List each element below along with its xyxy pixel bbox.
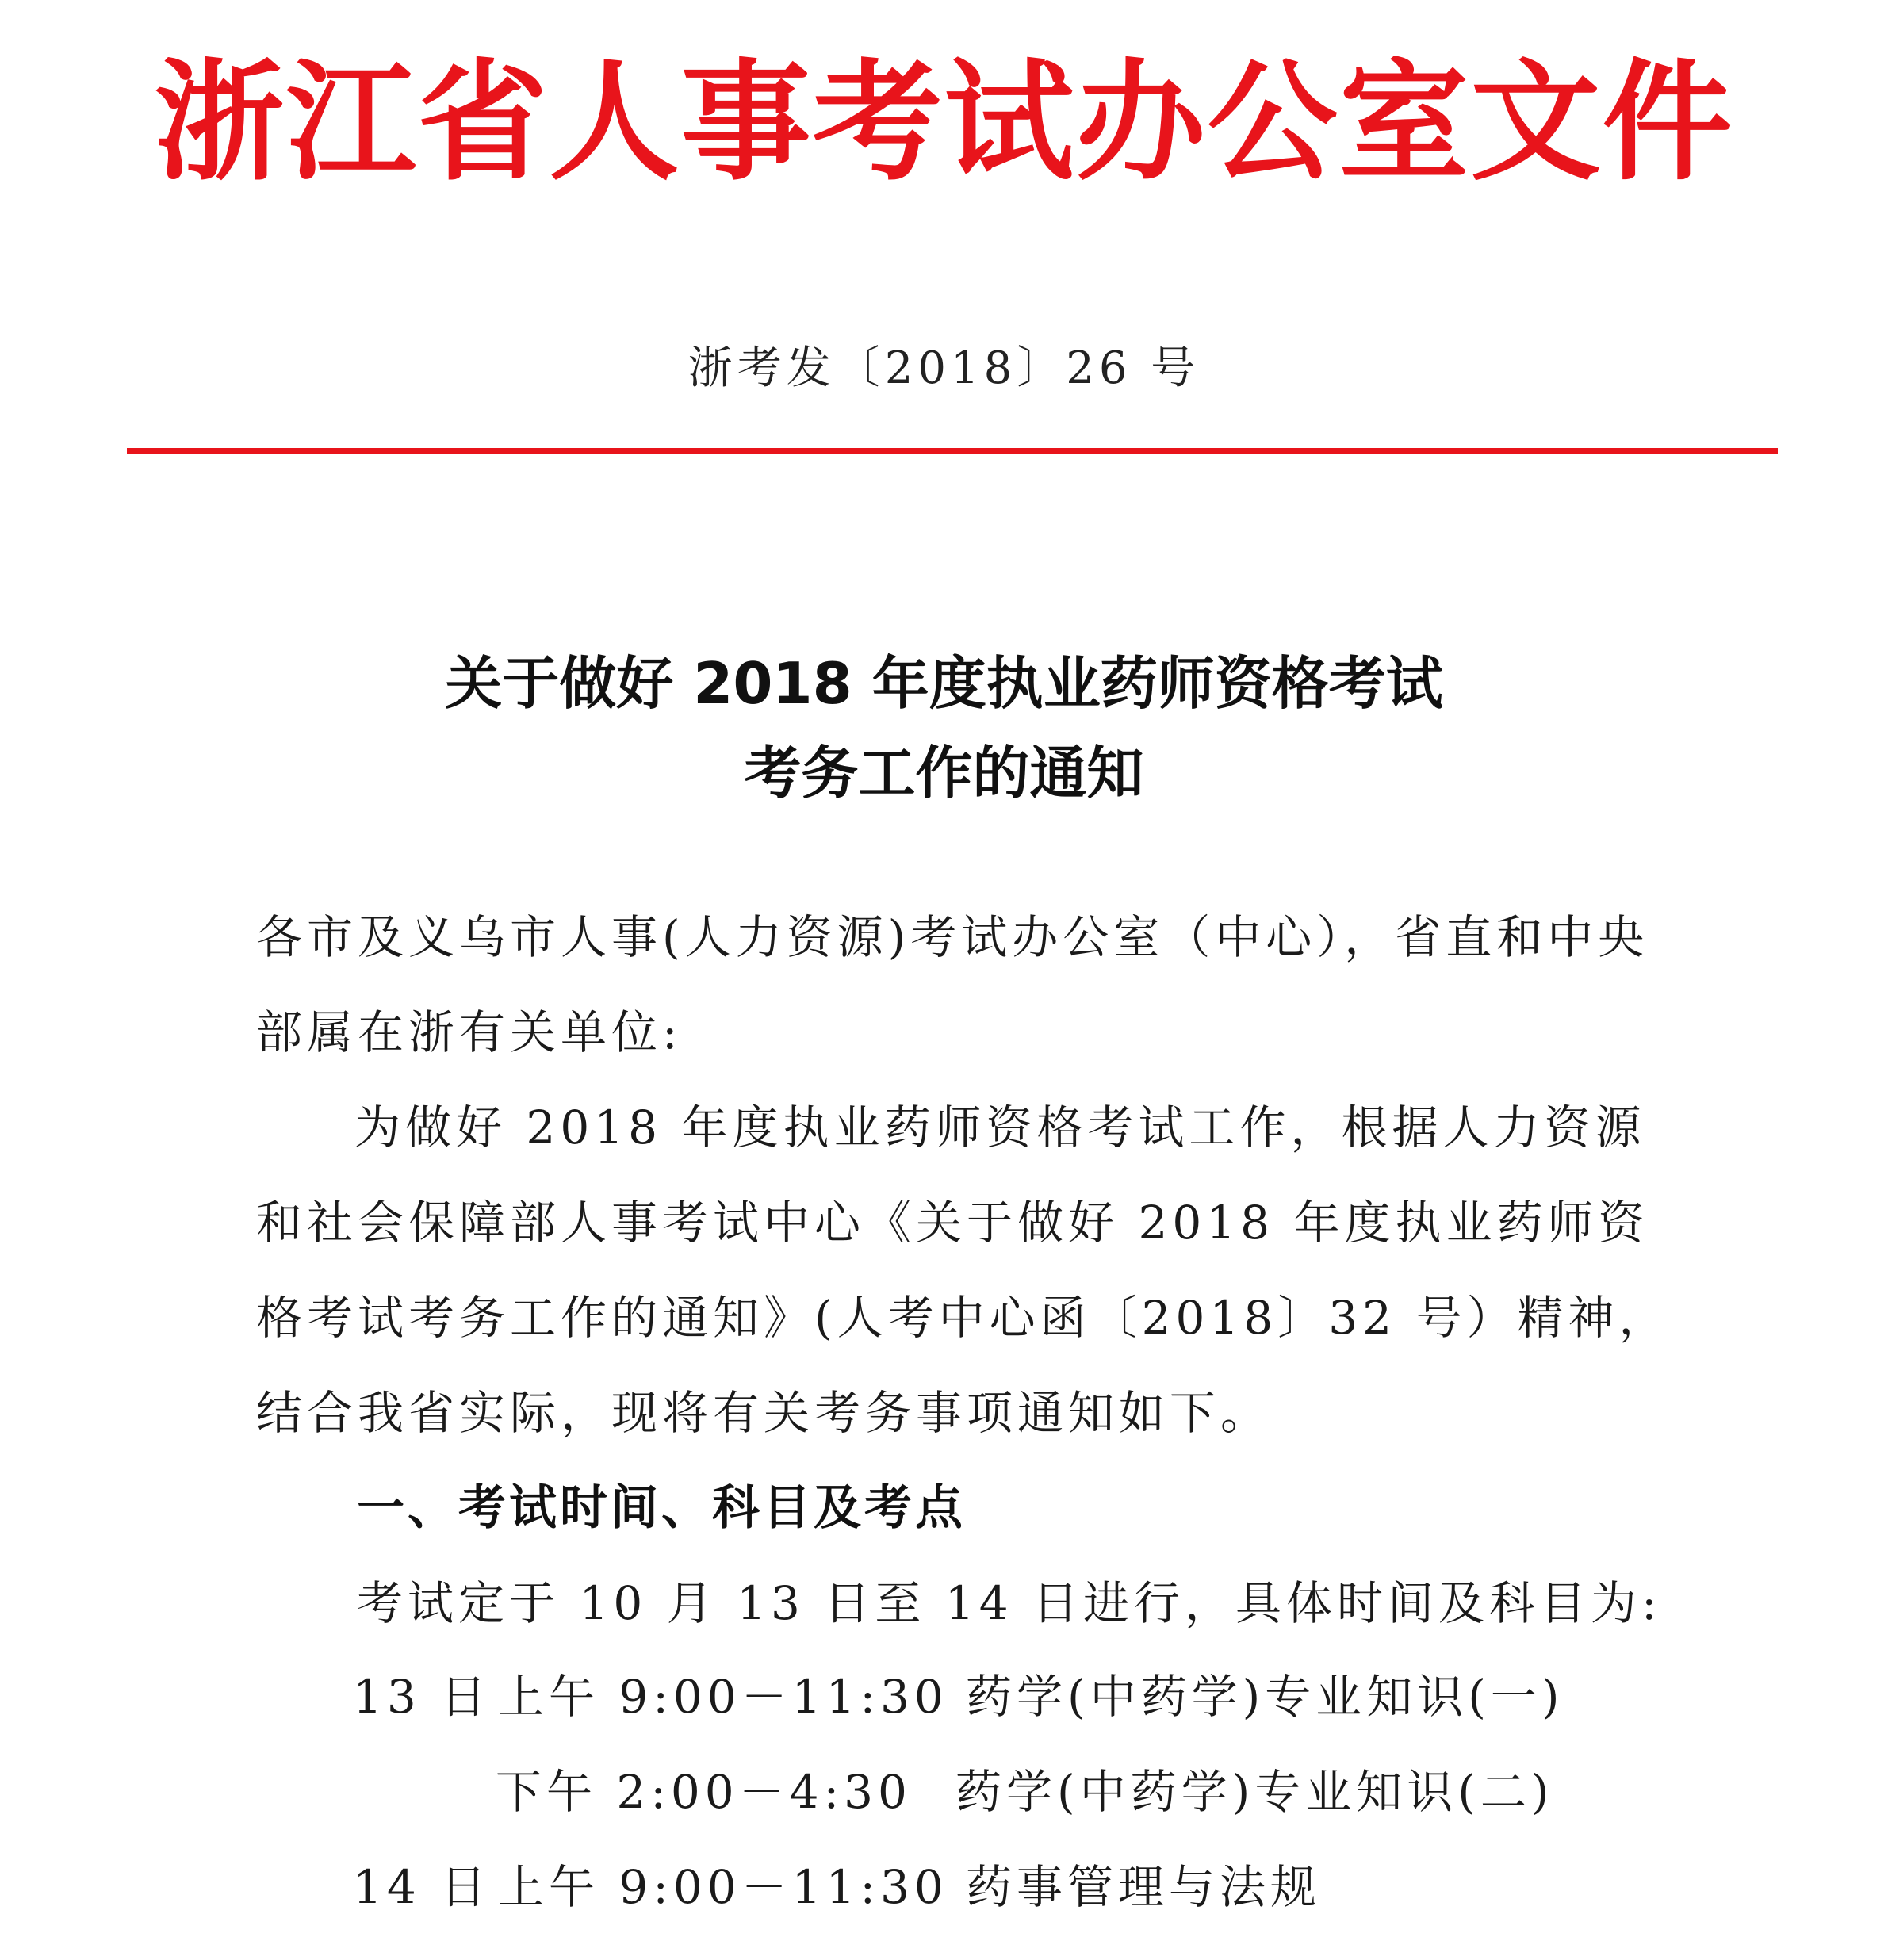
body-line: 为做好 2018 年度执业药师资格考试工作，根据人力资源	[354, 1101, 1646, 1154]
schedule-subject: 药事管理与法规	[966, 1860, 1322, 1914]
body-line: 部属在浙有关单位:	[256, 1005, 683, 1059]
document-number: 浙考发〔2018〕26 号	[687, 343, 1201, 394]
schedule-day: 14 日	[353, 1860, 492, 1914]
section-heading: 一、考试时间、科目及考点	[357, 1480, 966, 1536]
body-line: 结合我省实际，现将有关考务事项通知如下。	[256, 1386, 1272, 1440]
body-line: 格考试考务工作的通知》(人考中心函〔2018〕32 号）精神，	[256, 1291, 1670, 1345]
schedule-day: 13 日	[353, 1670, 492, 1724]
schedule-time: 上午 9:00－11:30	[498, 1860, 948, 1914]
red-divider-line	[127, 448, 1778, 454]
notice-title-line-2: 考务工作的通知	[744, 740, 1144, 806]
masthead-title: 浙江省人事考试办公室文件	[154, 47, 1734, 198]
notice-title-line-1: 关于做好 2018 年度执业药师资格考试	[445, 650, 1443, 717]
schedule-time: 上午 9:00－11:30	[498, 1670, 948, 1724]
body-line: 各市及义乌市人事(人力资源)考试办公室（中心），省直和中央	[256, 910, 1649, 964]
schedule-subject: 药学(中药学)专业知识(二)	[955, 1765, 1554, 1819]
schedule-intro: 考试定于 10 月 13 日至 14 日进行，具体时间及科目为:	[357, 1576, 1662, 1630]
schedule-time: 下午 2:00－4:30	[496, 1765, 912, 1819]
body-line: 和社会保障部人事考试中心《关于做好 2018 年度执业药师资	[256, 1196, 1649, 1250]
schedule-subject: 药学(中药学)专业知识(一)	[966, 1670, 1564, 1724]
